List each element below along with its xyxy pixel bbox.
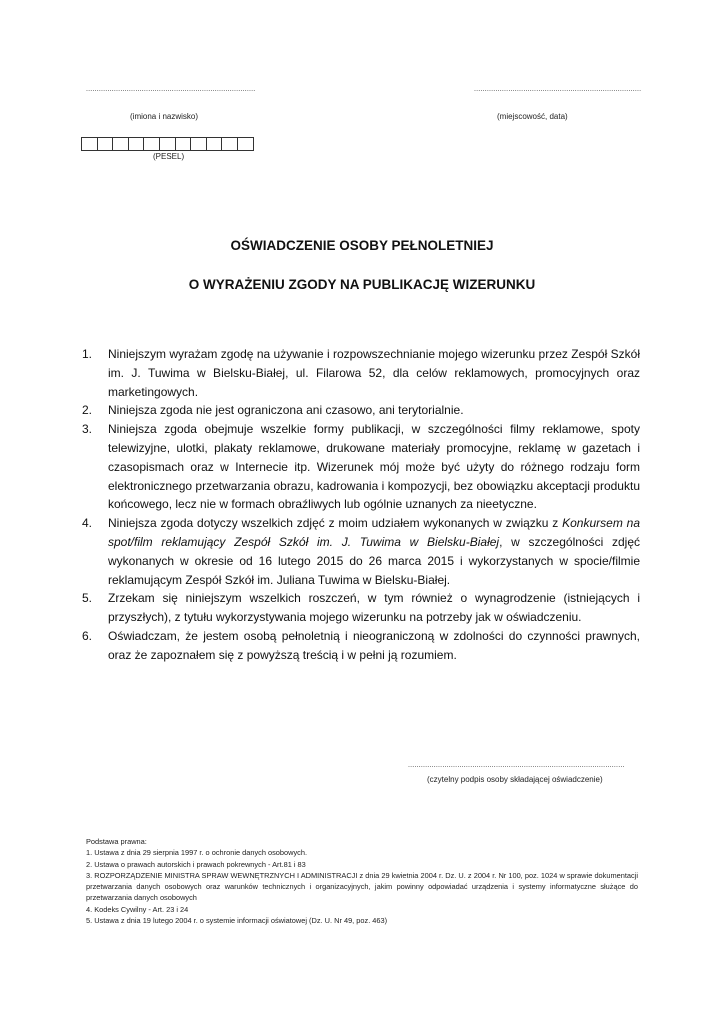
document-title: OŚWIADCZENIE OSOBY PEŁNOLETNIEJ: [230, 238, 494, 253]
pesel-grid[interactable]: [81, 137, 254, 151]
pesel-digit-cell[interactable]: [98, 138, 114, 150]
point-number: 1.: [82, 347, 93, 361]
legal-item: 2. Ustawa o prawach autorskich i prawach pokrewnych - Art.81 i 83: [86, 859, 306, 869]
pesel-digit-cell[interactable]: [160, 138, 176, 150]
consent-point: [82, 627, 640, 665]
pesel-digit-cell[interactable]: [129, 138, 145, 150]
legal-heading: Podstawa prawna:: [86, 837, 147, 846]
signature-dotted-line: .....................................................................................................: [408, 762, 625, 769]
legal-item: 3. ROZPORZĄDZENIE MINISTRA SPRAW WEWNĘTRZNYCH I ADMINISTRACJI z dnia 29 kwietnia 2004 r. Dz. U. z 2004 r. Nr 100, poz. 1024 w sprawie dokumentacji przetwarzania danych osobowych oraz warunków technicznych i organizacyjnych, jakim powinny odpowiadać urządzenia i systemy informatyczne służące do przetwarzania danych osobowych: [86, 870, 638, 903]
pesel-digit-cell[interactable]: [144, 138, 160, 150]
consent-point: [82, 345, 640, 401]
contest-name: Konkursem na spot/film reklamujący Zespół Szkół im. J. Tuwima w Bielsku-Białej: [108, 516, 640, 549]
pesel-digit-cell[interactable]: [113, 138, 129, 150]
document-subtitle: O WYRAŻENIU ZGODY NA PUBLIKACJĘ WIZERUNKU: [188, 277, 536, 292]
consent-point: [82, 589, 640, 627]
point-text-part: , w szczególności zdjęć wykonanych w okresie od 16 lutego 2015 do 26 marca 2015 i wykorzystanych w spocie/filmie reklamującym Zespół Szkół im. Juliana Tuwima w Bielsku-Białej.: [108, 534, 640, 587]
consent-points-list: [82, 345, 640, 665]
point-text-part: Niniejsza zgoda dotyczy wszelkich zdjęć z moim udziałem wykonanych w związku z: [108, 516, 563, 531]
consent-point: [82, 420, 640, 514]
point-number: 3.: [82, 422, 93, 437]
pesel-digit-cell[interactable]: [82, 138, 98, 150]
pesel-digit-cell[interactable]: [207, 138, 223, 150]
signature-caption: (czytelny podpis osoby składającej oświadczenie): [427, 775, 603, 784]
point-number: 2.: [82, 403, 93, 418]
point-text: Niniejsza zgoda obejmuje wszelkie formy publikacji, w szczególności filmy reklamowe, spoty telewizyjne, ulotki, plakaty reklamowe, drukowane materiały promocyjne, reklamę w gazetach i czasopismach oraz w Internecie itp. Wizerunek mój może być użyty do różnego rodzaju form elektronicznego przetwarzania obrazu, kadrowania i kompozycji, bez obowiązku akceptacji produktu końcowego, lecz nie w formach obraźliwych lub ogólnie uznanych za nieetyczne.: [108, 422, 640, 512]
point-text: Zrzekam się niniejszym wszelkich roszczeń, w tym również o wynagrodzenie (istniejących i przyszłych), z tytułu wykorzystywania mojego wizerunku na potrzeby jak w oświadczeniu.: [108, 591, 640, 625]
pesel-digit-cell[interactable]: [222, 138, 238, 150]
pesel-digit-cell[interactable]: [191, 138, 207, 150]
place-dotted-line: ..............................................................................: [474, 86, 642, 93]
pesel-digit-cell[interactable]: [176, 138, 192, 150]
point-number: 4.: [82, 516, 93, 531]
pesel-caption: (PESEL): [153, 152, 185, 161]
legal-item: 1. Ustawa z dnia 29 sierpnia 1997 r. o ochronie danych osobowych.: [86, 848, 308, 858]
point-text: Oświadczam, że jestem osobą pełnoletnią i nieograniczoną w zdolności do czynności prawnych, oraz że zapoznałem się z powyższą treścią i w pełni ją rozumiem.: [108, 628, 640, 662]
consent-point: [82, 514, 640, 589]
consent-point: [82, 401, 640, 420]
name-caption: (imiona i nazwisko): [130, 112, 199, 121]
legal-item: 4. Kodeks Cywilny - Art. 23 i 24: [86, 904, 189, 914]
place-caption: (miejscowość, data): [497, 112, 568, 121]
name-dotted-line: ...............................................................................: [86, 86, 256, 93]
legal-basis: [86, 836, 638, 926]
point-number: 5.: [82, 591, 93, 606]
point-text: Niniejszym wyrażam zgodę na używanie i rozpowszechnianie mojego wizerunku przez Zespół Szkół im. J. Tuwima w Bielsku-Białej, ul. Filarowa 52, dla celów reklamowych, promocyjnych oraz marketingowych.: [108, 347, 640, 399]
pesel-digit-cell[interactable]: [238, 138, 254, 150]
point-text: Niniejsza zgoda nie jest ograniczona ani czasowo, ani terytorialnie.: [108, 403, 464, 418]
point-number: 6.: [82, 628, 93, 643]
legal-item: 5. Ustawa z dnia 19 lutego 2004 r. o systemie informacji oświatowej (Dz. U. Nr 49, poz. 463): [86, 916, 388, 926]
